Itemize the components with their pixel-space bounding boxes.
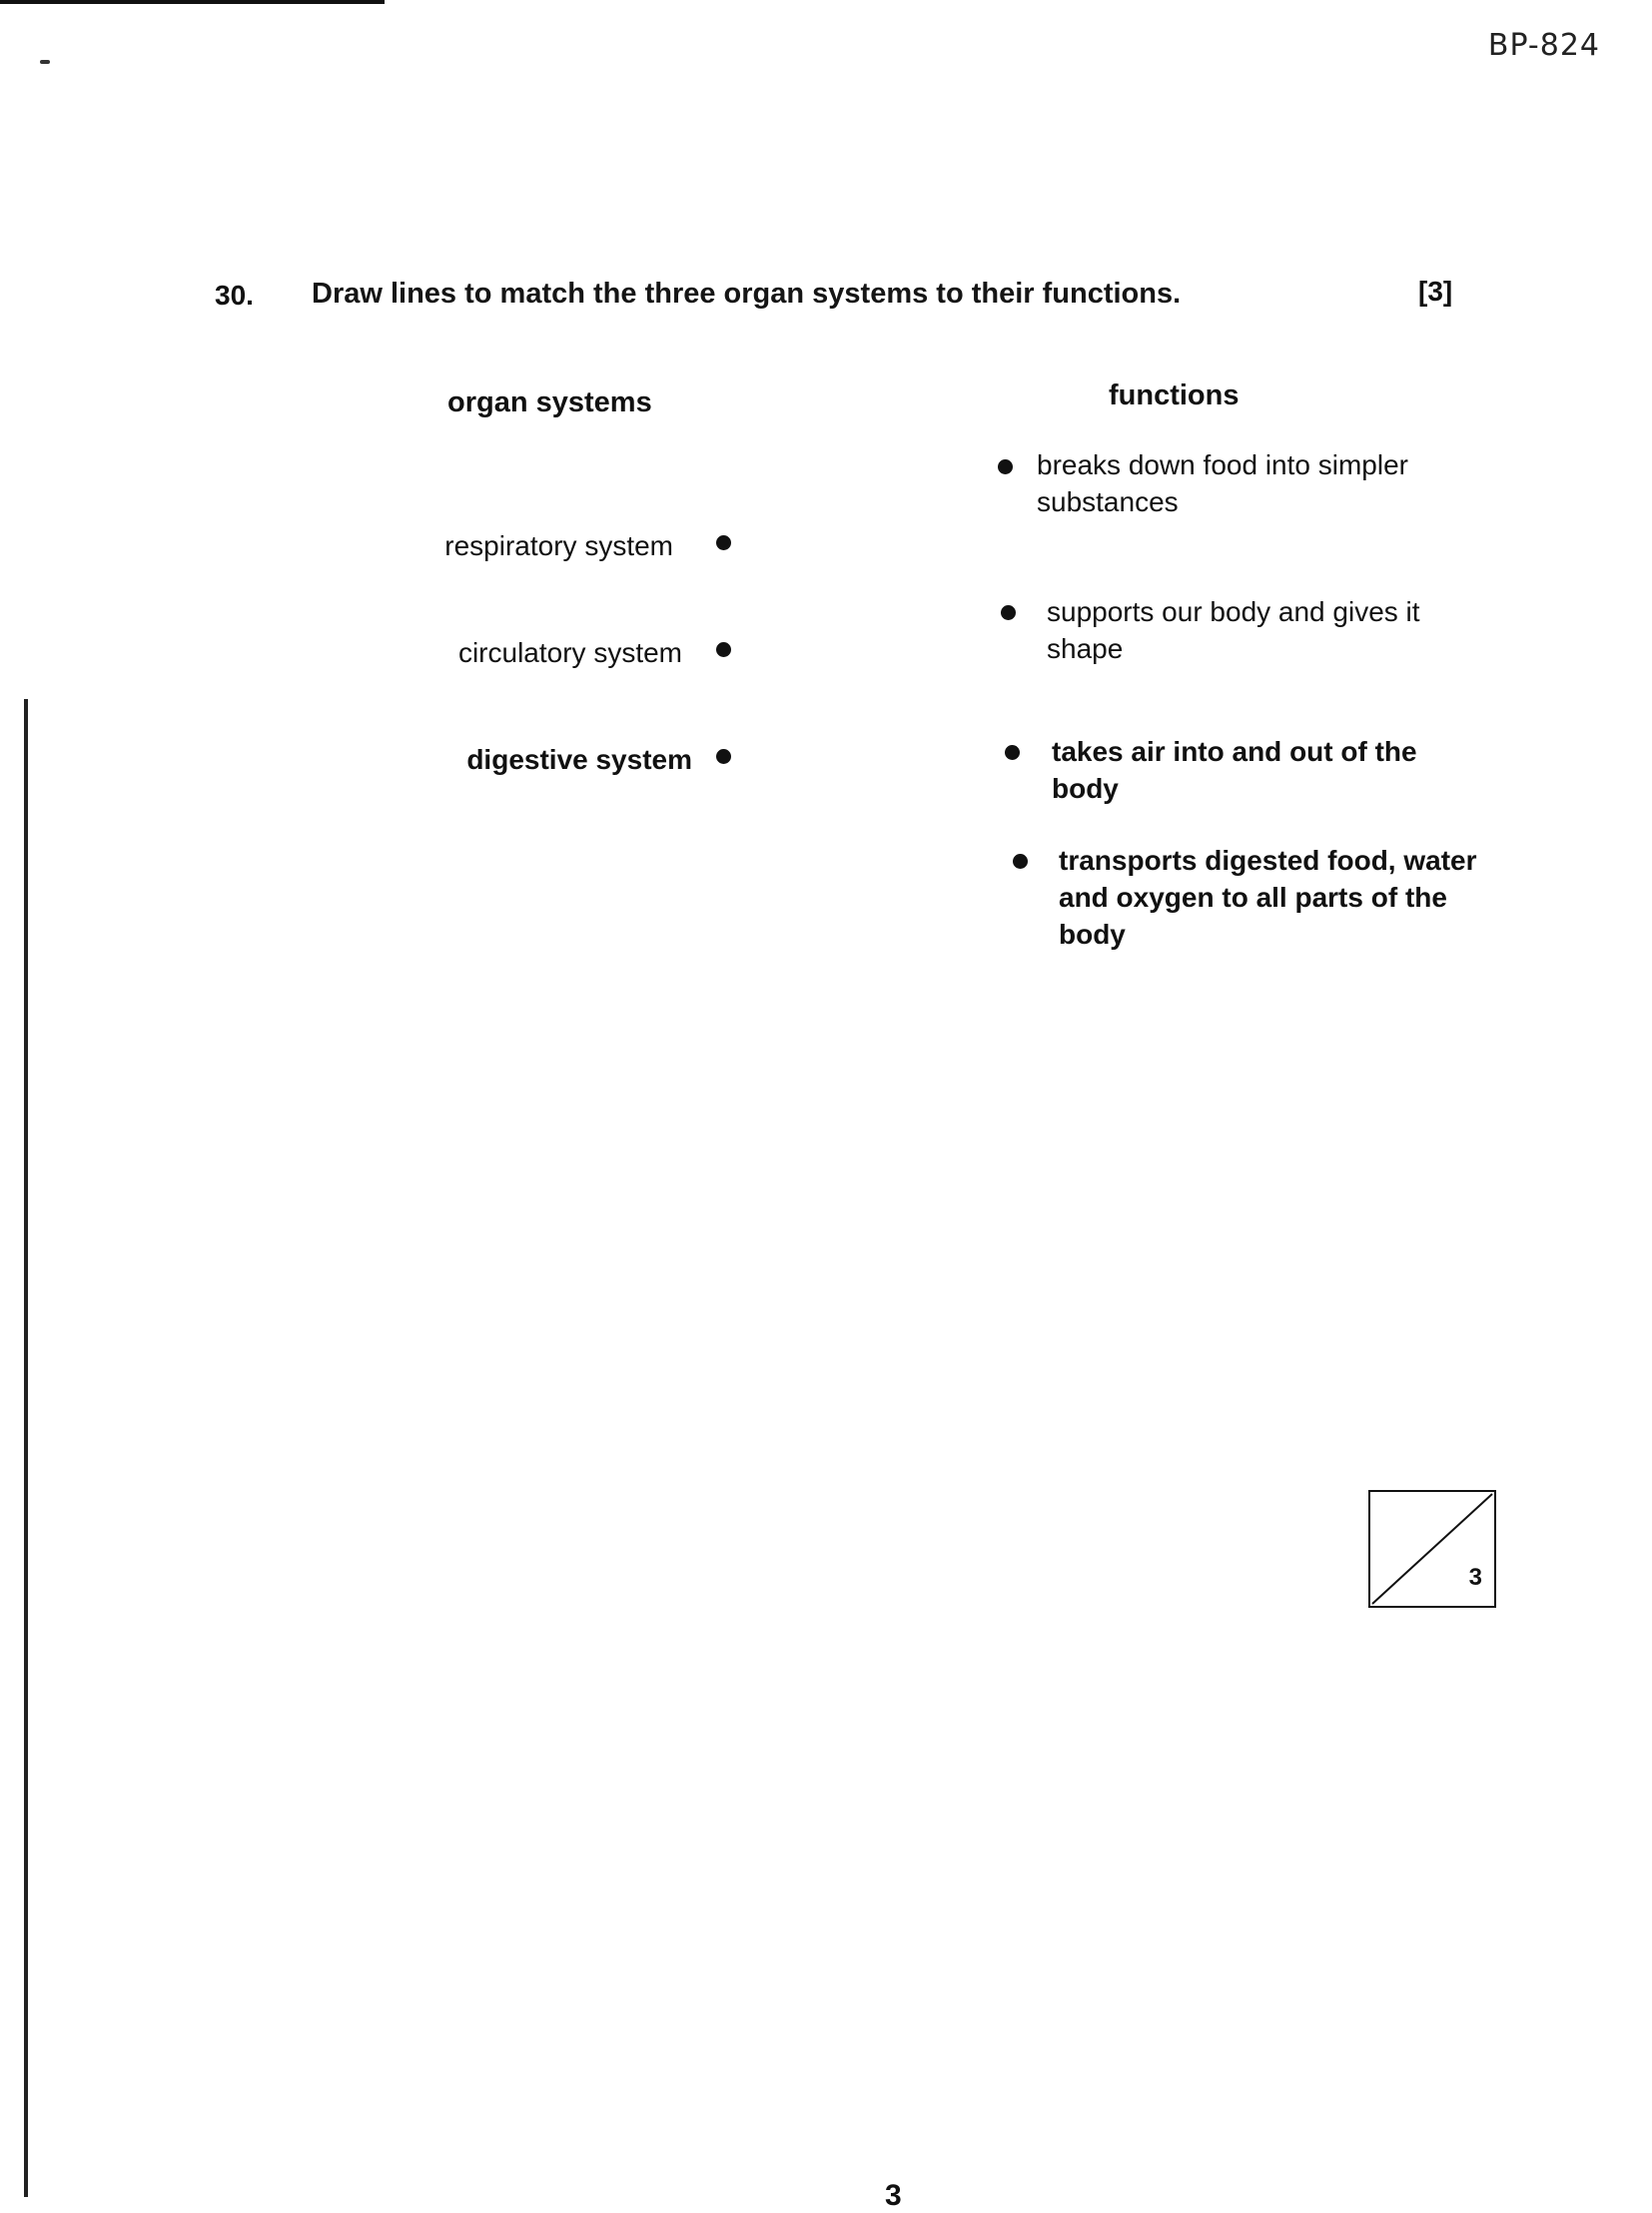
left-margin-rule <box>24 699 28 2197</box>
function-text: takes air into and out of the body <box>1052 736 1417 804</box>
page-number: 3 <box>885 2179 902 2212</box>
functions-heading: functions <box>1109 379 1239 411</box>
organ-system-label: digestive system <box>466 744 692 775</box>
function-text: supports our body and gives it shape <box>1047 596 1420 664</box>
scan-mark <box>40 60 50 64</box>
function-text: breaks down food into simpler substances <box>1037 449 1408 517</box>
top-rule <box>0 0 385 4</box>
function-dot[interactable] <box>1013 854 1028 869</box>
organ-system-dot[interactable] <box>716 642 731 657</box>
question-number: 30. <box>215 280 254 311</box>
organ-system-label: respiratory system <box>444 530 673 561</box>
marks-box-total: 3 <box>1468 1564 1482 1591</box>
function-dot[interactable] <box>1001 605 1016 620</box>
function-dot[interactable] <box>998 459 1013 474</box>
organ-systems-heading: organ systems <box>447 386 652 418</box>
function-dot[interactable] <box>1005 745 1020 760</box>
organ-system-label: circulatory system <box>457 637 682 668</box>
organ-system-dot[interactable] <box>716 749 731 764</box>
document-code: BP-824 <box>1487 28 1600 63</box>
organ-system-dot[interactable] <box>716 535 731 550</box>
question-text: Draw lines to match the three organ systems to their functions. <box>312 278 1182 310</box>
question-marks: [3] <box>1418 276 1453 307</box>
function-text: transports digested food, water and oxygen to all parts of the body <box>1059 845 1477 950</box>
marks-box <box>1368 1490 1496 1608</box>
